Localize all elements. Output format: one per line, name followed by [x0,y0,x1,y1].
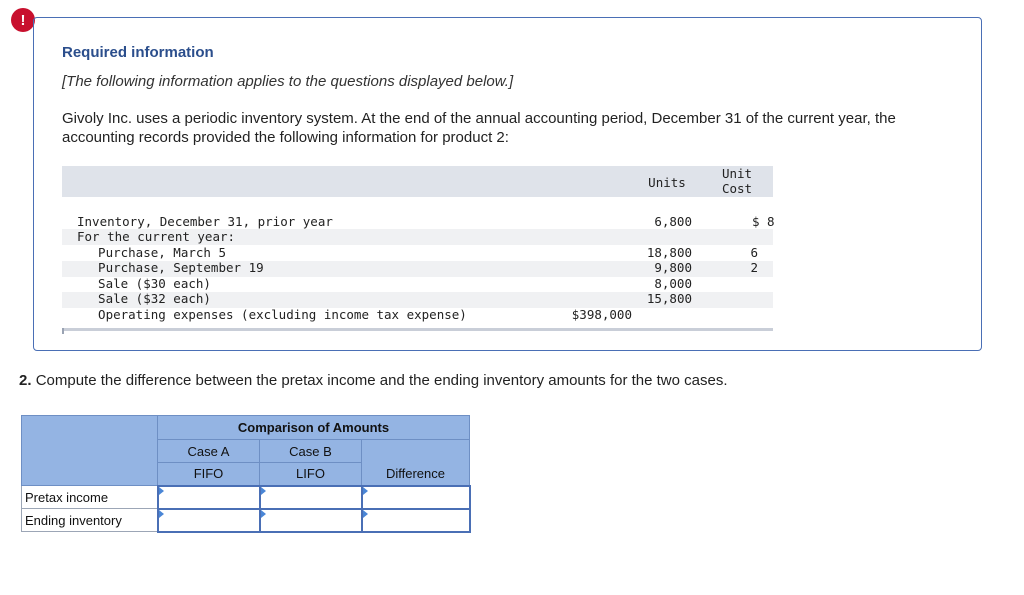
input-marker-icon [159,510,164,518]
row-label: Sale ($32 each) [83,291,211,306]
row-cost: 6 [750,245,758,260]
fifo-header: FIFO [158,463,260,486]
row-label: Inventory, December 31, prior year [77,214,333,229]
question-body: Compute the difference between the pretax income and the ending inventory amounts for the two cases. [35,372,728,389]
pretax-income-label: Pretax income [22,486,158,509]
question-text [19,372,728,389]
row-label: Purchase, September 19 [83,260,264,275]
required-information-title: Required information [62,44,214,61]
pretax-income-lifo-input[interactable] [260,486,362,509]
difference-header: Difference [362,463,470,486]
row-cost: 2 [750,260,758,275]
case-a-header: Case A [158,440,260,463]
row-label: Operating expenses (excluding income tax expense) [83,307,467,322]
row-amount: $398,000 [571,307,632,322]
blank-header-cell [22,416,158,486]
row-label: Sale ($30 each) [83,276,211,291]
ending-inventory-label: Ending inventory [22,509,158,532]
row-label: Purchase, March 5 [83,245,226,260]
unit-cost-header: Unit Cost [721,166,753,196]
ending-inventory-lifo-input[interactable] [260,509,362,532]
case-b-header: Case B [260,440,362,463]
row-units: 8,000 [654,276,692,291]
required-information-panel [33,17,982,351]
input-marker-icon [363,487,368,495]
alert-icon: ! [11,8,35,32]
information-note: [The following information applies to the questions displayed below.] [62,73,514,90]
lifo-header: LIFO [260,463,362,486]
ending-inventory-fifo-input[interactable] [158,509,260,532]
comparison-table [21,415,471,533]
units-header: Units [648,175,686,190]
problem-intro: Givoly Inc. uses a periodic inventory system. At the end of the annual accounting period, December 31 of the current year, the accounting records provided the following information for product 2: [62,110,896,146]
row-units: 6,800 [654,214,692,229]
input-marker-icon [363,510,368,518]
row-label: For the current year: [77,229,236,244]
row-units: 15,800 [646,291,692,306]
question-number: 2. [19,372,32,389]
input-marker-icon [261,510,266,518]
input-marker-icon [261,487,266,495]
inventory-data-table [62,166,775,322]
row-units: 9,800 [654,260,692,275]
row-units: 18,800 [646,245,692,260]
comparison-header: Comparison of Amounts [158,416,470,440]
pretax-income-fifo-input[interactable] [158,486,260,509]
ending-inventory-difference-input[interactable] [362,509,470,532]
row-cost: $ 8 [752,214,775,229]
pretax-income-difference-input[interactable] [362,486,470,509]
input-marker-icon [159,487,164,495]
